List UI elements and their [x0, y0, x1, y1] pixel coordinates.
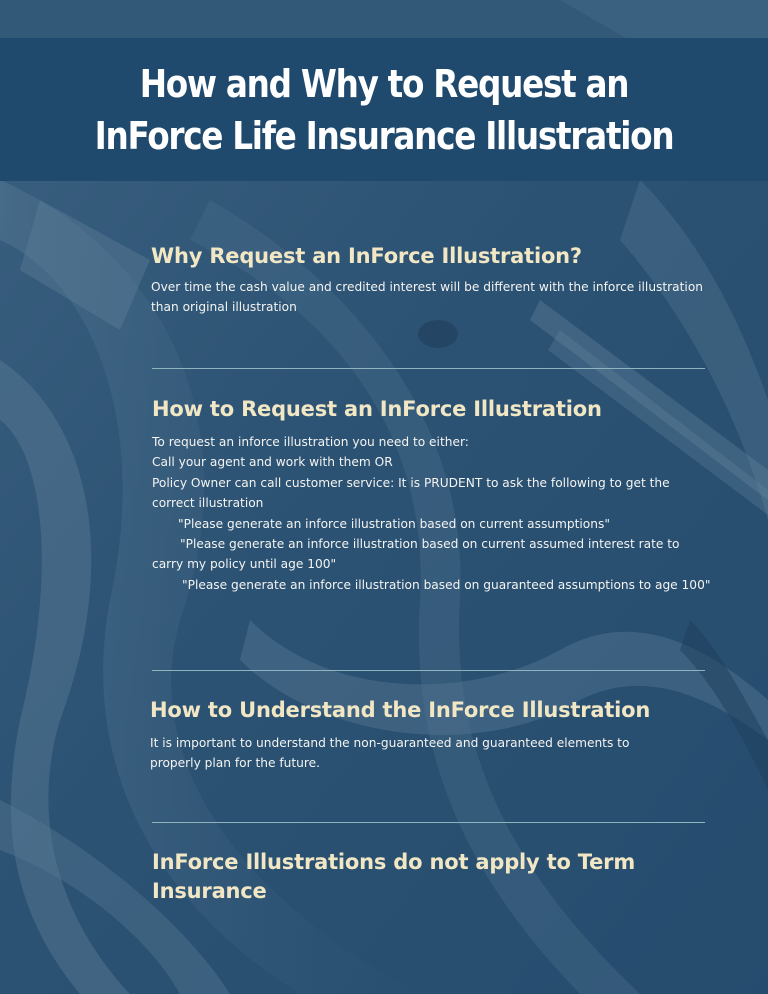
section-heading: How to Request an InForce Illustration	[152, 397, 602, 421]
title-banner	[0, 38, 768, 181]
page-title: How and Why to Request an InForce Life Insurance Illustration	[94, 61, 674, 158]
section-why-request	[151, 242, 721, 318]
section-term-note	[152, 848, 672, 906]
section-heading: InForce Illustrations do not apply to Term Insurance	[152, 850, 636, 903]
step-line: Call your agent and work with them OR	[152, 455, 393, 470]
section-understand	[150, 696, 710, 774]
section-how-to-request	[152, 395, 722, 595]
section-divider	[152, 822, 705, 823]
section-divider	[152, 368, 705, 369]
section-body: Over time the cash value and credited interest will be different with the inforce illustration than original illustration	[151, 280, 703, 315]
step-line: Policy Owner can call customer service: It is PRUDENT to ask the following to get the correct illustration	[152, 475, 670, 511]
quote-line: "Please generate an inforce illustration based on guaranteed assumptions to age 100"	[182, 577, 711, 592]
quote-line: "Please generate an inforce illustration based on current assumed interest rate to carry my policy until age 100"	[152, 537, 680, 572]
section-heading: Why Request an InForce Illustration?	[151, 244, 582, 268]
section-body: It is important to understand the non-guaranteed and guaranteed elements to properly plan for the future.	[150, 736, 630, 771]
quote-line: "Please generate an inforce illustration based on current assumptions"	[178, 516, 610, 531]
step-line: To request an inforce illustration you need to either:	[152, 435, 469, 449]
section-divider	[152, 670, 705, 671]
request-steps	[152, 432, 722, 595]
section-heading: How to Understand the InForce Illustration	[150, 698, 651, 722]
